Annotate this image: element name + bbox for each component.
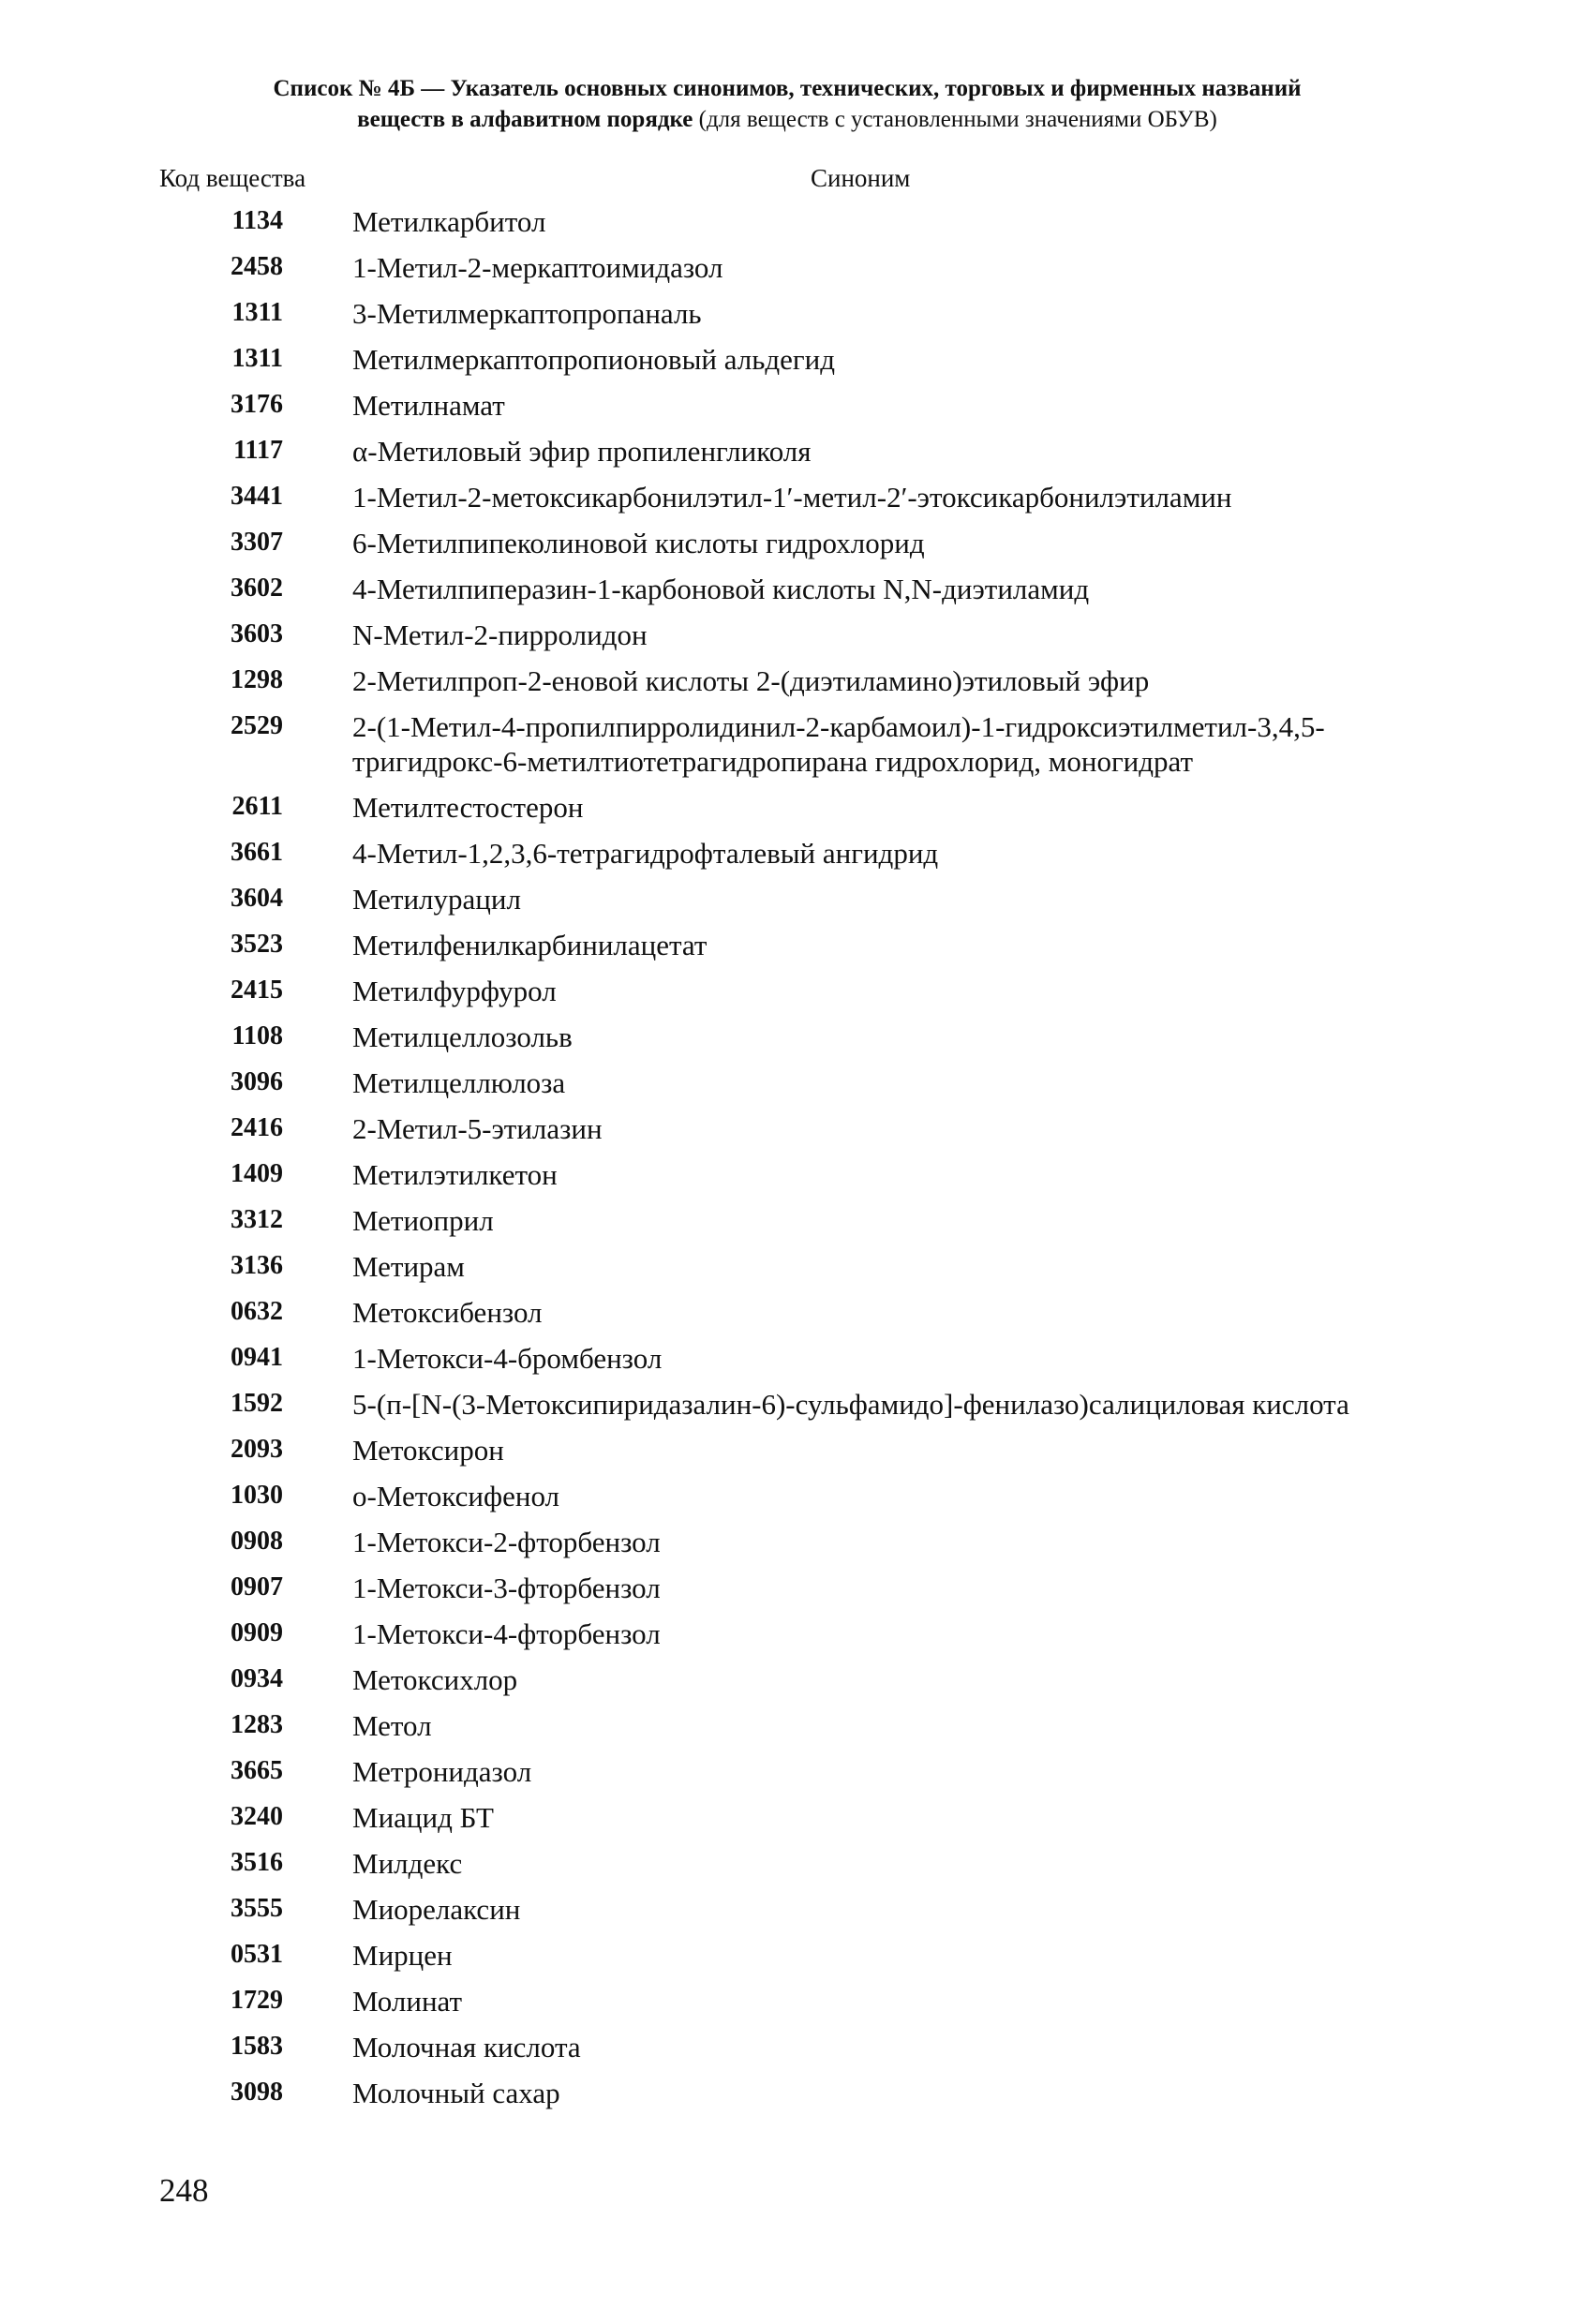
page-number: 248 xyxy=(159,2172,209,2209)
substance-synonym: Метилцеллюлоза xyxy=(352,1066,566,1099)
substance-synonym: Миорелаксин xyxy=(352,1893,521,1926)
column-header-synonym: Синоним xyxy=(811,164,911,192)
list-item xyxy=(0,296,1594,342)
column-header-code: Код вещества xyxy=(159,164,306,192)
list-item xyxy=(0,1938,1594,1984)
substance-code: 0934 xyxy=(231,1664,283,1693)
substance-synonym: Молочный сахар xyxy=(352,2077,560,2109)
header-title-note: (для веществ с установленными значениями ОБУВ) xyxy=(693,107,1217,132)
list-item xyxy=(0,882,1594,928)
substance-synonym: Метоксирон xyxy=(352,1434,504,1467)
substance-synonym: Метоксибензол xyxy=(352,1296,543,1329)
list-item xyxy=(0,1111,1594,1157)
substance-synonym: Метилэтилкетон xyxy=(352,1158,558,1191)
substance-code: 3602 xyxy=(231,574,283,603)
substance-synonym: Метилурацил xyxy=(352,883,521,916)
list-item xyxy=(0,480,1594,526)
substance-synonym: Метилмеркаптопропионовый альдегид xyxy=(352,343,835,376)
list-item xyxy=(0,618,1594,663)
substance-code: 3176 xyxy=(231,390,283,419)
substance-code: 3523 xyxy=(231,930,283,959)
substance-synonym: 2-Метил-5-этилазин xyxy=(352,1112,603,1145)
substance-code: 0909 xyxy=(231,1618,283,1647)
substance-synonym: 2-(1-Метил-4-пропилпирролидинил-2-карбамоил)-1-гидроксиэтилметил-3,4,5-тригидрокс-6-метилтиотетрагидропирана гидрохлорид, моногидрат xyxy=(352,710,1325,778)
substance-synonym: Молинат xyxy=(352,1985,463,2018)
substance-synonym: 1-Метил-2-метоксикарбонилэтил-1′-метил-2′-этоксикарбонилэтиламин xyxy=(352,481,1232,514)
substance-synonym: о-Метоксифенол xyxy=(352,1480,560,1512)
substance-code: 1134 xyxy=(231,206,283,235)
list-item xyxy=(0,1800,1594,1846)
substance-synonym: 1-Метокси-4-бромбензол xyxy=(352,1342,663,1375)
substance-code: 2415 xyxy=(231,976,283,1005)
list-item xyxy=(0,1295,1594,1341)
substance-code: 1311 xyxy=(231,298,283,327)
substance-synonym: Мирцен xyxy=(352,1939,453,1972)
list-item xyxy=(0,342,1594,388)
list-item xyxy=(0,790,1594,836)
substance-code: 3441 xyxy=(231,482,283,511)
substance-synonym: 1-Метокси-2-фторбензол xyxy=(352,1526,661,1558)
list-item xyxy=(0,572,1594,618)
list-item xyxy=(0,1203,1594,1249)
substance-code: 0908 xyxy=(231,1527,283,1556)
substance-synonym: Метилфурфурол xyxy=(352,975,557,1007)
substance-code: 2529 xyxy=(231,711,283,740)
list-item xyxy=(0,1616,1594,1662)
list-item xyxy=(0,250,1594,296)
substance-synonym: Метиоприл xyxy=(352,1204,494,1237)
substance-code: 0941 xyxy=(231,1343,283,1372)
list-item xyxy=(0,434,1594,480)
list-item xyxy=(0,663,1594,709)
substance-code: 2458 xyxy=(231,252,283,281)
substance-code: 0907 xyxy=(231,1572,283,1601)
substance-code: 0632 xyxy=(231,1297,283,1326)
list-item xyxy=(0,1479,1594,1525)
substance-code: 1311 xyxy=(231,344,283,373)
substance-code: 3098 xyxy=(231,2078,283,2107)
list-item xyxy=(0,1020,1594,1065)
list-item xyxy=(0,1984,1594,2030)
substance-code: 3603 xyxy=(231,619,283,648)
list-item xyxy=(0,1754,1594,1800)
substance-code: 2416 xyxy=(231,1113,283,1142)
substance-synonym: Метилтестостерон xyxy=(352,791,584,824)
substance-code: 3604 xyxy=(231,884,283,913)
substance-synonym: 1-Метил-2-меркаптоимидазол xyxy=(352,251,723,284)
substance-synonym: Молочная кислота xyxy=(352,2031,581,2063)
list-item xyxy=(0,526,1594,572)
substance-synonym: Метирам xyxy=(352,1250,465,1283)
list-item xyxy=(0,1708,1594,1754)
page-header xyxy=(141,73,1434,135)
list-item xyxy=(0,1433,1594,1479)
substance-code: 3665 xyxy=(231,1756,283,1785)
substance-synonym: 1-Метокси-4-фторбензол xyxy=(352,1617,661,1650)
list-item xyxy=(0,1157,1594,1203)
list-item xyxy=(0,1525,1594,1571)
substance-synonym: Метоксихлор xyxy=(352,1663,518,1696)
substance-synonym: N-Метил-2-пирролидон xyxy=(352,618,648,651)
substance-synonym: Метол xyxy=(352,1709,432,1742)
substance-synonym: Метилнамат xyxy=(352,389,505,422)
substance-code: 1583 xyxy=(231,2032,283,2061)
substance-code: 3516 xyxy=(231,1848,283,1877)
substance-code: 0531 xyxy=(231,1940,283,1969)
substance-synonym: 4-Метил-1,2,3,6-тетрагидрофталевый ангидрид xyxy=(352,837,939,870)
list-item xyxy=(0,388,1594,434)
list-item xyxy=(0,1065,1594,1111)
list-item xyxy=(0,1341,1594,1387)
substance-code: 3661 xyxy=(231,838,283,867)
substance-code: 1108 xyxy=(231,1021,283,1050)
substance-synonym: Метилкарбитол xyxy=(352,205,546,238)
list-item xyxy=(0,2030,1594,2076)
header-title-part1: Список № 4Б — Указатель основных синонимов, технических, торговых и фирменных названий xyxy=(273,76,1302,101)
substance-code: 3136 xyxy=(231,1251,283,1280)
list-item xyxy=(0,974,1594,1020)
substance-synonym: 2-Метилпроп-2-еновой кислоты 2-(диэтиламино)этиловый эфир xyxy=(352,664,1150,697)
header-title-part2: веществ в алфавитном порядке xyxy=(357,107,693,132)
list-item xyxy=(0,709,1594,790)
substance-code: 3312 xyxy=(231,1205,283,1234)
substance-synonym: Метилфенилкарбинилацетат xyxy=(352,929,708,961)
substance-synonym: Милдекс xyxy=(352,1847,463,1880)
list-item xyxy=(0,1387,1594,1433)
substance-synonym: 1-Метокси-3-фторбензол xyxy=(352,1572,661,1604)
substance-code: 3307 xyxy=(231,528,283,557)
substance-code: 2093 xyxy=(231,1435,283,1464)
substance-code: 1592 xyxy=(231,1389,283,1418)
substance-code: 1409 xyxy=(231,1159,283,1188)
list-item xyxy=(0,1571,1594,1616)
list-item xyxy=(0,1662,1594,1708)
synonym-list xyxy=(0,204,1594,2122)
substance-synonym: Метилцеллозольв xyxy=(352,1020,573,1053)
substance-code: 1729 xyxy=(231,1986,283,2015)
substance-synonym: 4-Метилпиперазин-1-карбоновой кислоты N,N-диэтиламид xyxy=(352,573,1090,605)
substance-synonym: 6-Метилпипеколиновой кислоты гидрохлорид xyxy=(352,527,925,559)
substance-synonym: 3-Метилмеркаптопропаналь xyxy=(352,297,702,330)
substance-code: 3240 xyxy=(231,1802,283,1831)
list-item xyxy=(0,928,1594,974)
substance-code: 3096 xyxy=(231,1067,283,1096)
list-item xyxy=(0,1892,1594,1938)
substance-synonym: Миацид БТ xyxy=(352,1801,494,1834)
substance-code: 2611 xyxy=(231,792,283,821)
list-item xyxy=(0,204,1594,250)
substance-code: 1030 xyxy=(231,1481,283,1510)
list-item xyxy=(0,836,1594,882)
substance-synonym: Метронидазол xyxy=(352,1755,532,1788)
substance-code: 1117 xyxy=(233,436,283,465)
list-item xyxy=(0,1249,1594,1295)
substance-code: 1283 xyxy=(231,1710,283,1739)
list-item xyxy=(0,2076,1594,2122)
list-item xyxy=(0,1846,1594,1892)
substance-synonym: α-Метиловый эфир пропиленгликоля xyxy=(352,435,812,468)
substance-code: 1298 xyxy=(231,665,283,694)
substance-code: 3555 xyxy=(231,1894,283,1923)
substance-synonym: 5-(п-[N-(3-Метоксипиридазалин-6)-сульфамидо]-фенилазо)салициловая кислота xyxy=(352,1388,1349,1421)
